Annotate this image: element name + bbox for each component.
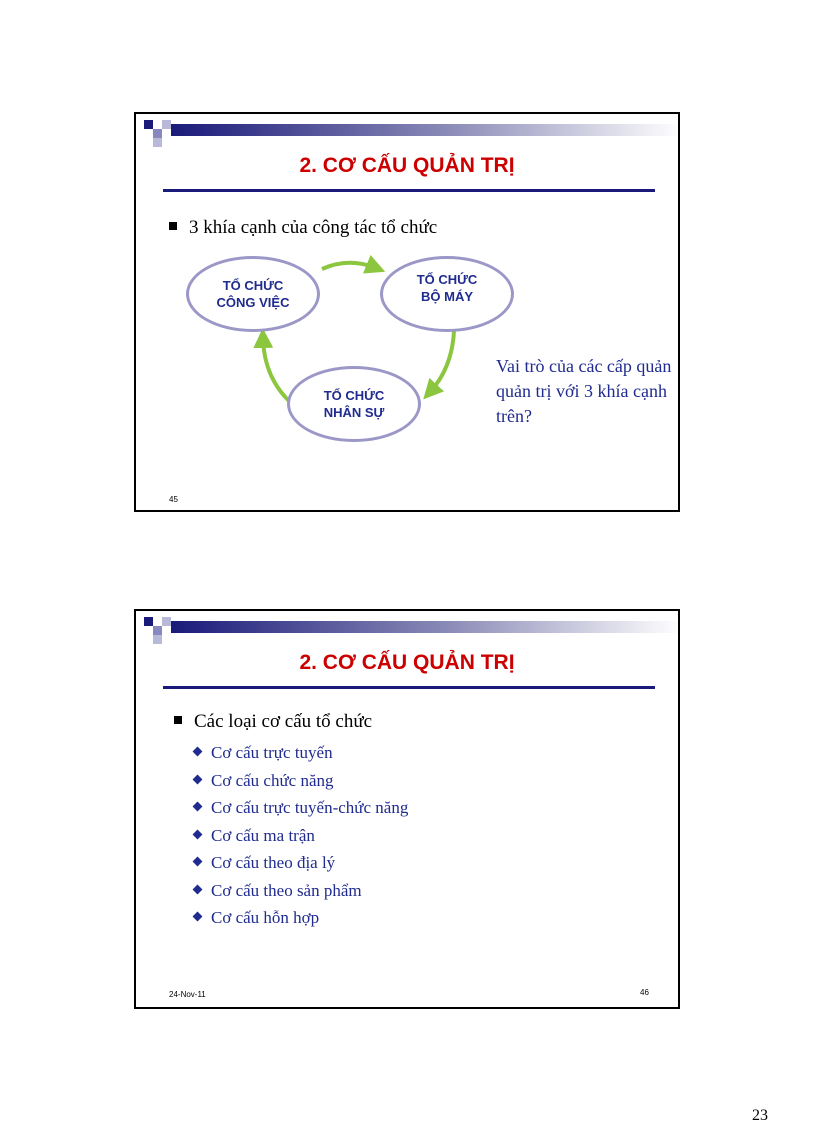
- bullet-text: 3 khía cạnh của công tác tổ chức: [189, 217, 438, 238]
- diamond-bullet-icon: [193, 747, 203, 757]
- oval-apparatus-organization: [380, 256, 514, 332]
- question-text: Vai trò của các cấp quản quản trị với 3 khía cạnh trên?: [496, 356, 672, 426]
- list-item-text: Cơ cấu trực tuyến: [211, 743, 333, 762]
- oval-personnel-label: TỔ CHỨC NHÂN SỰ: [323, 388, 385, 420]
- slide-number: 46: [640, 988, 649, 997]
- slide-title: 2. CƠ CẤU QUẢN TRỊ: [299, 154, 515, 177]
- arrow-work-to-apparatus: [322, 263, 376, 269]
- slide-date: 24-Nov-11: [169, 990, 206, 999]
- list-item-text: Cơ cấu theo sản phẩm: [211, 880, 362, 900]
- oval-work-label: TỔ CHỨC CÔNG VIỆC: [216, 278, 290, 310]
- list-item: [194, 767, 408, 795]
- list-item: [194, 739, 408, 767]
- title-underline: [163, 686, 655, 689]
- list-item-text: Cơ cấu theo địa lý: [211, 853, 336, 872]
- diamond-bullet-icon: [193, 802, 203, 812]
- arrow-apparatus-to-personnel: [430, 331, 454, 392]
- page-number: 23: [752, 1107, 768, 1124]
- diamond-bullet-icon: [193, 774, 203, 784]
- oval-apparatus-label: TỔ CHỨC BỘ MÁY: [416, 272, 478, 304]
- bullet-item: [174, 711, 372, 733]
- slide-title: 2. CƠ CẤU QUẢN TRỊ: [299, 651, 515, 674]
- list-item: [194, 822, 408, 850]
- list-item: [194, 849, 408, 877]
- slide-46: [134, 609, 680, 1009]
- diamond-bullet-icon: [193, 857, 203, 867]
- oval-work-organization: [186, 256, 320, 332]
- list-item: [194, 794, 408, 822]
- list-item-text: Cơ cấu ma trận: [211, 825, 315, 845]
- list-item-text: Cơ cấu trực tuyến-chức năng: [211, 798, 409, 817]
- list-item: [194, 877, 408, 905]
- square-bullet-icon: [174, 716, 182, 724]
- list-item-text: Cơ cấu hỗn hợp: [211, 908, 320, 927]
- diamond-bullet-icon: [193, 912, 203, 922]
- slide-header-decoration: [136, 611, 680, 651]
- structure-type-list: [194, 739, 408, 932]
- diamond-bullet-icon: [193, 829, 203, 839]
- list-item: [194, 904, 408, 932]
- list-item-text: Cơ cấu chức năng: [211, 770, 334, 790]
- diamond-bullet-icon: [193, 884, 203, 894]
- slide-number: 45: [169, 495, 178, 504]
- arrow-personnel-to-work: [263, 338, 290, 402]
- bullet-text: Các loại cơ cấu tổ chức: [194, 711, 373, 732]
- oval-personnel-organization: [287, 366, 421, 442]
- slide-45: [134, 112, 680, 512]
